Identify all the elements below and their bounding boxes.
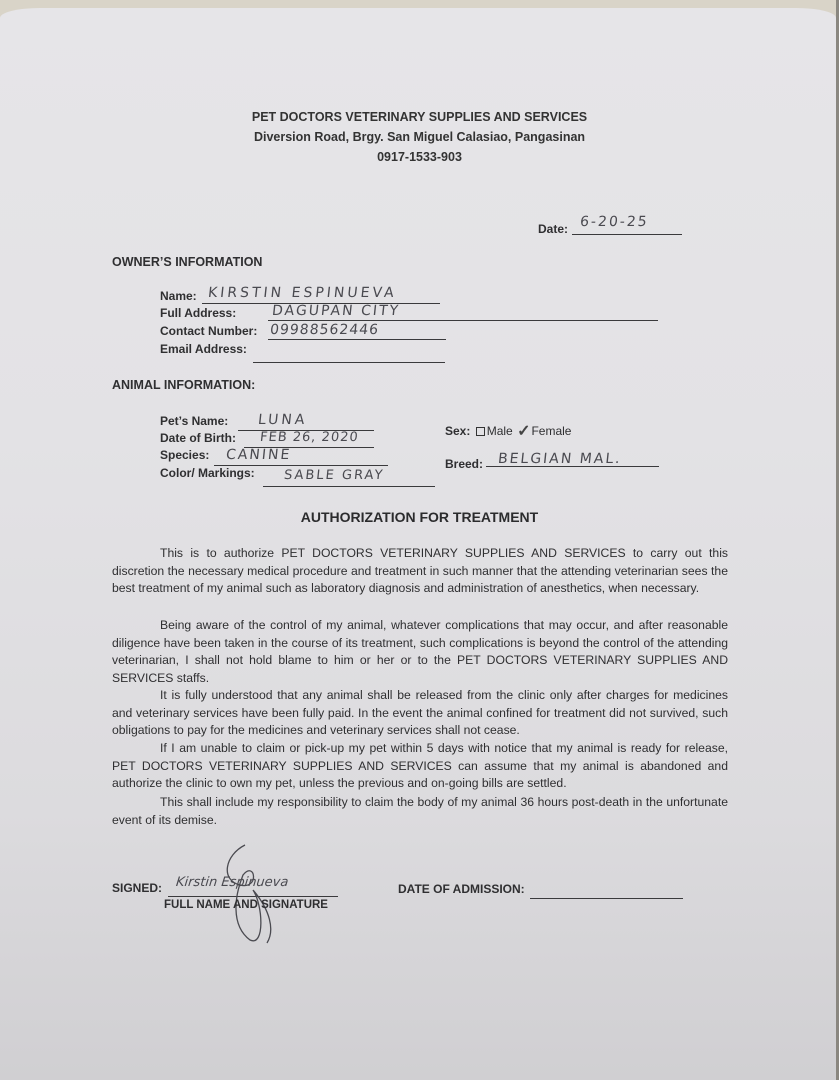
authorization-paragraph-3: It is fully understood that any animal shall be released from the clinic only after charges for medicines and veterinary services have been fully paid. In the event the animal confined for treatment did not survived, such obligations to pay for the medicines and veterinary services shall not cease. (112, 688, 728, 737)
owner-address-line (268, 320, 658, 321)
color-line (263, 486, 435, 487)
admission-date-field[interactable] (530, 898, 683, 899)
authorization-paragraph-2: Being aware of the control of my animal, whatever complications that may occur, and after reasonable diligence have been taken in the course of its treatment, such complications is beyond the control of the attending veterinarian, I shall not hold blame to him or her or to the PET DOCTORS VETERINARY SUPPLIES AND SERVICES staffs. (112, 618, 728, 685)
date-label: Date: (538, 222, 569, 236)
sex-female-label: Female (531, 424, 572, 438)
animal-section-title: ANIMAL INFORMATION: (112, 378, 256, 392)
breed-field[interactable]: BELGIAN MAL. (497, 451, 623, 467)
company-name: PET DOCTORS VETERINARY SUPPLIES AND SERVICES (251, 110, 588, 124)
owner-email-label: Email Address: (160, 342, 247, 356)
sex-male-label: Male (486, 424, 513, 438)
date-line (572, 234, 682, 235)
signature-flourish (205, 835, 295, 950)
owner-section-title: OWNER’S INFORMATION (112, 255, 263, 269)
owner-contact-label: Contact Number: (160, 324, 258, 338)
color-field[interactable]: SABLE GRAY (283, 468, 386, 483)
document-page (0, 8, 836, 1080)
owner-contact-field[interactable]: 09988562446 (269, 322, 380, 338)
dob-label: Date of Birth: (160, 431, 236, 445)
company-address: Diversion Road, Brgy. San Miguel Calasiao, Pangasinan (253, 130, 586, 144)
sex-field (445, 421, 571, 441)
owner-name-label: Name: (160, 289, 197, 303)
date-field[interactable]: 6-20-25 (579, 214, 650, 230)
authorization-paragraph-5: This shall include my responsibility to claim the body of my animal 36 hours post-death in the unfortunate event of its demise. (112, 795, 728, 827)
species-field[interactable]: CANINE (225, 447, 293, 463)
sex-label: Sex: (445, 424, 471, 438)
authorization-title: AUTHORIZATION FOR TREATMENT (300, 509, 539, 525)
color-label: Color/ Markings: (160, 466, 255, 480)
owner-address-field[interactable]: DAGUPAN CITY (271, 303, 401, 319)
pet-name-label: Pet’s Name: (160, 414, 229, 428)
authorization-paragraph-4: If I am unable to claim or pick-up my pet within 5 days with notice that my animal is ready for release, PET DOCTORS VETERINARY SUPPLIES AND SERVICES can assume that my animal is abandoned and authorize the clinic to own my pet, unless the previous and on-going bills are settled. (112, 741, 728, 790)
owner-contact-line (268, 339, 446, 340)
owner-address-label: Full Address: (160, 306, 237, 320)
authorization-paragraph-1: This is to authorize PET DOCTORS VETERINARY SUPPLIES AND SERVICES to carry out this discretion the necessary medical procedure and treatment in such manner that the attending veterinarian sees the best treatment of my animal such as laboratory diagnosis and administration of anesthetics, when necessary. (112, 546, 728, 595)
admission-label: DATE OF ADMISSION: (398, 882, 525, 896)
species-label: Species: (160, 448, 210, 462)
signed-label: SIGNED: (112, 881, 163, 895)
sex-female-checkbox-checked[interactable]: ✓ (517, 423, 531, 440)
signature-field[interactable]: Kirstin Espinueva (175, 875, 290, 890)
dob-field[interactable]: FEB 26, 2020 (259, 430, 360, 445)
pet-name-field[interactable]: LUNA (257, 412, 309, 428)
company-phone: 0917-1533-903 (377, 150, 462, 164)
owner-name-field[interactable]: KIRSTIN ESPINUEVA (207, 285, 398, 301)
signature-caption: FULL NAME AND SIGNATURE (164, 899, 328, 911)
owner-email-field[interactable] (253, 362, 445, 363)
sex-male-checkbox[interactable] (476, 427, 485, 436)
breed-label: Breed: (445, 457, 484, 471)
